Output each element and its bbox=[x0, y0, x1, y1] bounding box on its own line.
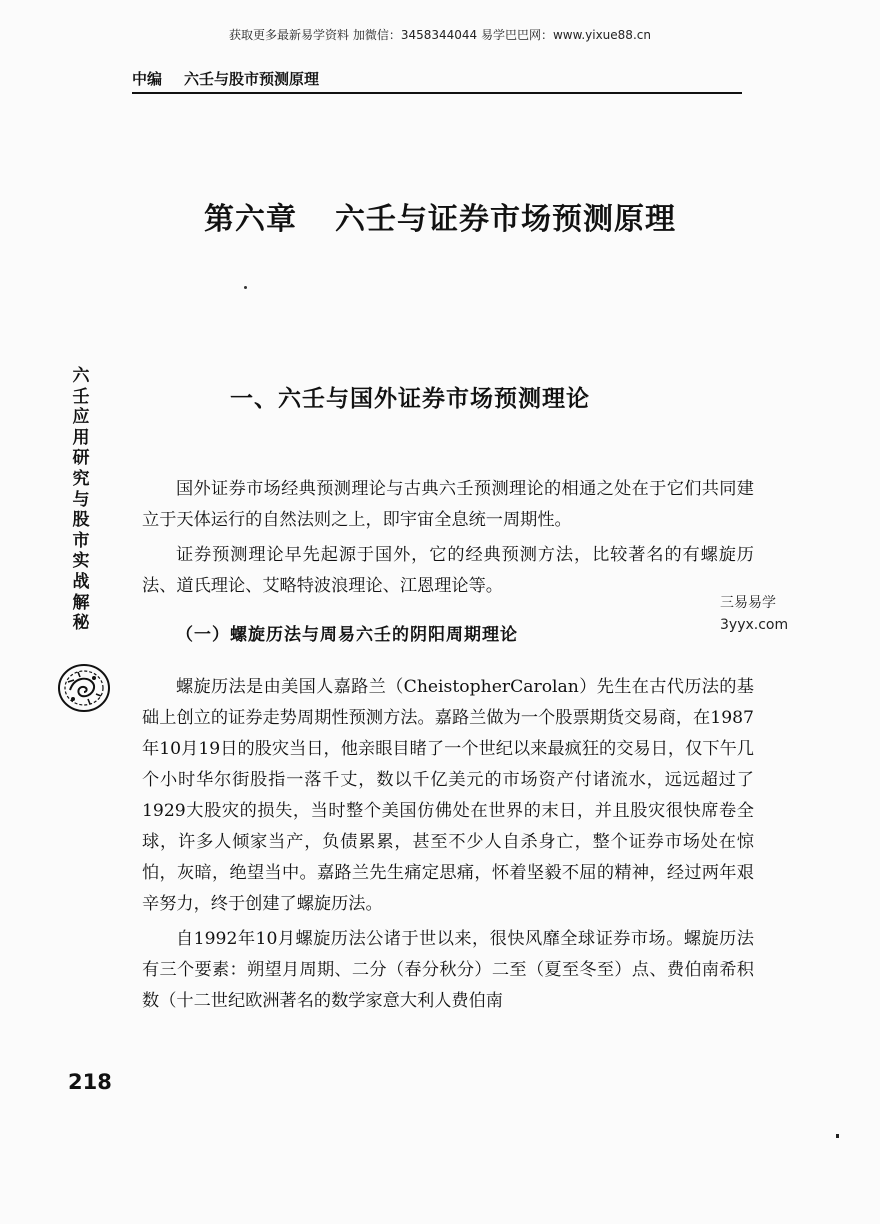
side-char: 六 bbox=[72, 366, 90, 386]
side-char: 研 bbox=[72, 448, 90, 469]
watermark-banner: 获取更多最新易学资料 加微信：3458344044 易学巴巴网：www.yixue88.cn bbox=[229, 28, 651, 42]
stamp-line: 三易易学 bbox=[720, 595, 776, 611]
paragraph: 证券预测理论早先起源于国外，它的经典预测方法，比较著名的有螺旋历法、道氏理论、艾略特波浪理论、江恩理论等。 bbox=[142, 545, 754, 596]
side-char: 实 bbox=[72, 551, 90, 572]
side-char: 用 bbox=[72, 427, 90, 448]
ink-speck bbox=[836, 1134, 839, 1138]
body-block-intro bbox=[142, 474, 754, 602]
side-char: 秘 bbox=[72, 613, 90, 634]
stamp-line: 3yyx.com bbox=[720, 617, 789, 633]
paragraph: 国外证券市场经典预测理论与古典六壬预测理论的相通之处在于它们共同建立于天体运行的自然法则之上，即宇宙全息统一周期性。 bbox=[142, 479, 754, 530]
side-char: 市 bbox=[72, 530, 90, 551]
side-char: 战 bbox=[72, 571, 90, 592]
running-head-part: 中编 bbox=[132, 70, 163, 88]
decorative-seal-icon bbox=[56, 660, 112, 716]
paragraph: 螺旋历法是由美国人嘉路兰（CheistopherCarolan）先生在古代历法的基础上创立的证券走势周期性预测方法。嘉路兰做为一个股票期货交易商，在1987年10月19日的股灾当日，他亲眼目睹了一个世纪以来最疯狂的交易日，仅下午几个小时华尔街股指一落千丈，数以千亿美元的市场资产付诸流水，远远超过了1929大股灾的损失，当时整个美国仿佛处在世界的末日，并且股灾很快席卷全球，许多人倾家当产，负债累累，甚至不少人自杀身亡，整个证券市场处在惊怕，灰暗，绝望当中。嘉路兰先生痛定思痛，怀着坚毅不屈的精神，经过两年艰辛努力，终于创建了螺旋历法。 bbox=[142, 677, 754, 914]
side-char: 解 bbox=[72, 592, 90, 613]
side-char: 与 bbox=[72, 489, 90, 510]
chapter-name: 六壬与证券市场预测原理 bbox=[335, 202, 676, 237]
side-char: 壬 bbox=[72, 386, 90, 407]
chapter-number: 第六章 bbox=[204, 202, 297, 237]
side-char: 股 bbox=[72, 510, 90, 531]
ink-speck bbox=[244, 286, 247, 289]
site-stamp bbox=[720, 592, 788, 636]
header-rule bbox=[132, 92, 742, 94]
side-book-title bbox=[70, 366, 92, 634]
running-head bbox=[132, 68, 319, 89]
section-title: 一、六壬与国外证券市场预测理论 bbox=[230, 386, 590, 412]
subsection-heading: （一）螺旋历法与周易六壬的阴阳周期理论 bbox=[176, 625, 518, 645]
body-block-main bbox=[142, 672, 754, 1017]
page-number: 218 bbox=[68, 1070, 112, 1094]
side-char: 究 bbox=[72, 468, 90, 489]
side-char: 应 bbox=[72, 407, 90, 428]
running-head-title: 六壬与股市预测原理 bbox=[184, 70, 320, 88]
paragraph: 自1992年10月螺旋历法公诸于世以来，很快风靡全球证券市场。螺旋历法有三个要素：朔望月周期、二分（春分秋分）二至（夏至冬至）点、费伯南希积数（十二世纪欧洲著名的数学家意大利人费伯南 bbox=[142, 929, 754, 1011]
chapter-title bbox=[0, 194, 880, 238]
